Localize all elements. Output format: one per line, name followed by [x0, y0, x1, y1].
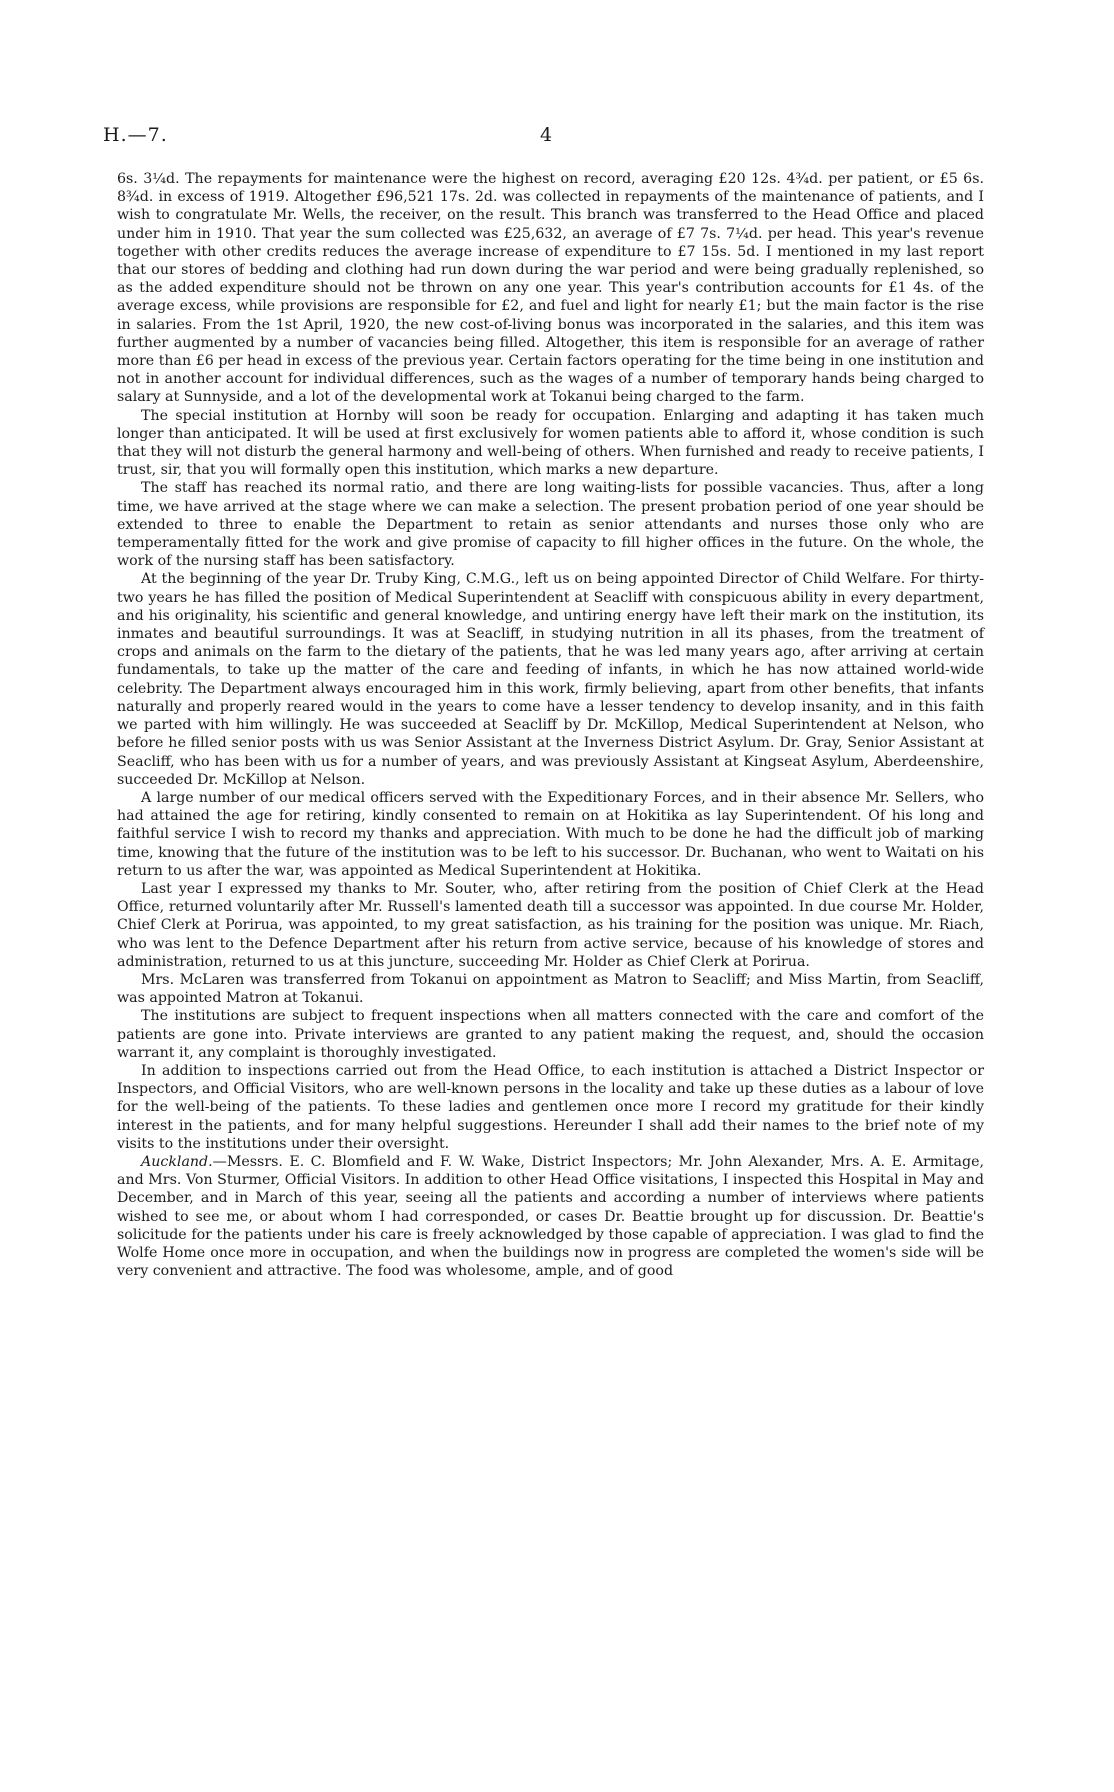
report-body [117, 170, 984, 1280]
paragraph-hornby-institution: The special institution at Hornby will soon be ready for occupation. Enlarging and adapting it has taken much longer than anticipated. It will be used at first exclusively for women patients able to afford it, whose condition is such that they will not disturb the general harmony and well-being of others. When furnished and ready to receive patients, I trust, sir, that you will formally open this institution, which marks a new departure. [117, 407, 984, 479]
document-reference: H.—7. [103, 124, 168, 146]
paragraph-district-inspectors: In addition to inspections carried out from the Head Office, to each institution is attached a District Inspector or Inspectors, and Official Visitors, who are well-known persons in the locality and take up these duties as a labour of love for the well-being of the patients. To these ladies and gentlemen once more I record my gratitude for their kindly interest in the patients, and for many helpful suggestions. Hereunder I shall add their names to the brief note of my visits to the institutions under their oversight. [117, 1062, 984, 1152]
auckland-text: —Messrs. E. C. Blomfield and F. W. Wake, District Inspectors; Mr. John Alexander, Mrs. A. E. Armitage, and Mrs. Von Sturmer, Official Visitors. In addition to other Head Office visitations, I inspected this Hospital in May and December, and in March of this year, seeing all the patients and according a number of interviews where patients wished to see me, or about whom I had corresponded, or cases Dr. Beattie brought up for discussion. Dr. Beattie's solicitude for the patients under his care is freely acknowledged by those capable of appreciation. I was glad to find the Wolfe Home once more in occupation, and when the buildings now in progress are completed the women's side will be very convenient and attractive. The food was wholesome, ample, and of good [117, 1153, 984, 1280]
paragraph-head-office-clerks: Last year I expressed my thanks to Mr. Souter, who, after retiring from the position of Chief Clerk at the Head Office, returned voluntarily after Mr. Russell's lamented death till a successor was appointed. In due course Mr. Holder, Chief Clerk at Porirua, was appointed, to my great satisfaction, as his training for the position was unique. Mr. Riach, who was lent to the Defence Department after his return from active service, because of his knowledge of stores and administration, returned to us at this juncture, succeeding Mr. Holder as Chief Clerk at Porirua. [117, 880, 984, 970]
paragraph-inspections: The institutions are subject to frequent inspections when all matters connected with the care and comfort of the patients are gone into. Private interviews are granted to any patient making the request, and, should the occasion warrant it, any complaint is thoroughly investigated. [117, 1008, 984, 1061]
paragraph-auckland [117, 1153, 984, 1280]
page-header [103, 124, 963, 152]
paragraph-staff: The staff has reached its normal ratio, and there are long waiting-lists for possible vacancies. Thus, after a long time, we have arrived at the stage where we can make a selection. The present probation period of one year should be extended to three to enable the Department to retain as senior attendants and nurses those only who are temperamentally fitted for the work and give promise of capacity to fill higher offices in the future. On the whole, the work of the nursing staff has been satisfactory. [117, 480, 984, 570]
paragraph-matrons: Mrs. McLaren was transferred from Tokanui on appointment as Matron to Seacliff; and Miss Martin, from Seacliff, was appointed Matron at Tokanui. [117, 971, 984, 1007]
paragraph-medical-officers: A large number of our medical officers served with the Expeditionary Forces, and in their absence Mr. Sellers, who had attained the age for retiring, kindly consented to remain on at Hokitika as lay Superintendent. Of his long and faithful service I wish to record my thanks and appreciation. With much to be done he had the difficult job of marking time, knowing that the future of the institution was to be left to his successor. Dr. Buchanan, who went to Waitati on his return to us after the war, was appointed as Medical Superintendent at Hokitika. [117, 789, 984, 879]
page-number: 4 [540, 124, 553, 146]
paragraph-truby-king: At the beginning of the year Dr. Truby King, C.M.G., left us on being appointed Director of Child Welfare. For thirty-two years he has filled the position of Medical Superintendent at Seacliff with conspicuous ability in every department, and his originality, his scientific and general knowledge, and untiring energy have left their mark on the institution, its inmates and beautiful surroundings. It was at Seacliff, in studying nutrition in all its phases, from the treatment of crops and animals on the farm to the dietary of the patients, that he was led many years ago, after arriving at certain fundamentals, to take up the matter of the care and feeding of infants, in which he has now attained world-wide celebrity. The Department always encouraged him in this work, firmly believing, apart from other benefits, that infants naturally and properly reared would in the years to come have a lesser tendency to develop insanity, and in this faith we parted with him willingly. He was succeeded at Seacliff by Dr. McKillop, Medical Superintendent at Nelson, who before he filled senior posts with us was Senior Assistant at the Inverness District Asylum. Dr. Gray, Senior Assistant at Seacliff, who has been with us for a number of years, and was previously Assistant at Kingseat Asylum, Aberdeenshire, succeeded Dr. McKillop at Nelson. [117, 571, 984, 788]
paragraph-expenditure: 6s. 3¼d. The repayments for maintenance were the highest on record, averaging £20 12s. 4¾d. per patient, or £5 6s. 8¾d. in excess of 1919. Altogether £96,521 17s. 2d. was collected in repayments of the maintenance of patients, and I wish to congratulate Mr. Wells, the receiver, on the result. This branch was transferred to the Head Office and placed under him in 1910. That year the sum collected was £25,632, an average of £7 7s. 7¼d. per head. This year's revenue together with other credits reduces the average increase of expenditure to £7 15s. 5d. I mentioned in my last report that our stores of bedding and clothing had run down during the war period and were being gradually replenished, so as the added expenditure should not be thrown on any one year. This year's contribution accounts for £1 4s. of the average excess, while provisions are responsible for £2, and fuel and light for nearly £1; but the main factor is the rise in salaries. From the 1st April, 1920, the new cost-of-living bonus was incorporated in the salaries, and this item was further augmented by a number of vacancies being filled. Altogether, this item is responsible for an average of rather more than £6 per head in excess of the previous year. Certain factors operating for the time being in one institution and not in another account for individual differences, such as the wages of a number of temporary hands being charged to salary at Sunnyside, and a lot of the developmental work at Tokanui being charged to the farm. [117, 171, 984, 406]
auckland-heading: Auckland. [141, 1153, 213, 1170]
